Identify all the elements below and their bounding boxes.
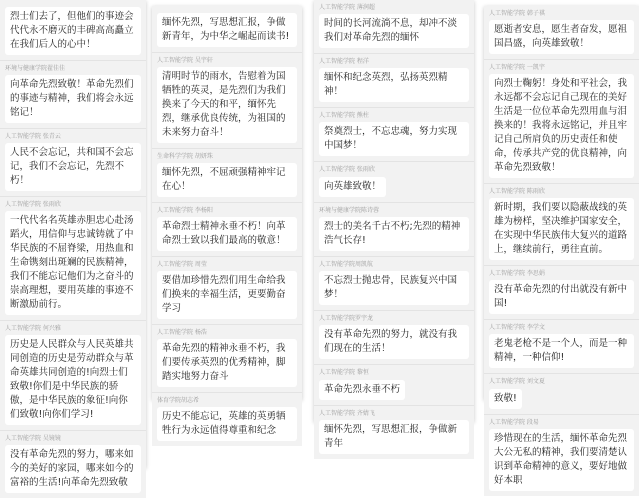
author-name: 环境与健康学院翟佳佳 xyxy=(5,65,66,72)
message-list xyxy=(0,0,146,498)
list-item xyxy=(484,6,639,59)
author-name: 人工智能学院 黎恒 xyxy=(319,369,369,376)
list-item xyxy=(314,405,474,459)
list-item xyxy=(484,59,639,183)
list-item xyxy=(152,52,302,148)
message-bubble: 人民不会忘记，共和国不会忘记，我们不会忘记，先烈不朽！ xyxy=(5,143,141,191)
author-name: 人工智能学院 张雨欣 xyxy=(319,166,375,173)
list-item xyxy=(314,53,474,107)
message-column-4[interactable] xyxy=(484,6,639,486)
message-bubble: 不忘烈士抛忠骨，民族复兴中国梦！ xyxy=(319,271,469,305)
message-bubble: 向革命先烈致敬！革命先烈们的事迹与精神，我们将会永远铭记！ xyxy=(5,75,141,123)
list-item xyxy=(0,128,146,196)
author-name: 人工智能学院 刘文夏 xyxy=(489,378,545,385)
message-bubble: 缅怀和纪念英烈，弘扬英烈精神！ xyxy=(319,68,469,102)
list-item xyxy=(152,202,302,256)
author-name: 人工智能学院 吴镜镜 xyxy=(5,435,61,442)
message-bubble: 没有革命先烈的努力，哪来如今的美好的家园，哪来如今的富裕的生活!向革命先烈致敬 xyxy=(5,445,141,493)
author-name: 人工智能学院 李学文 xyxy=(489,324,545,331)
message-list xyxy=(314,0,474,459)
message-bubble: 向烈士鞠躬！身处和平社会，我永远都不会忘记自己现在的美好生活是一位位革命先烈用血与泪换来的！我将永远铭记，并且牢记自己所肩负的历史责任和使命，传承共产党的优良精神，向革命先烈致敬！ xyxy=(489,74,634,178)
author-name: 人工智能学院 李思娟 xyxy=(489,270,545,277)
author-name: 人工智能学院 韩子祺 xyxy=(489,10,545,17)
message-bubble: 烈士的美名千古不朽;先烈的精神浩气长存! xyxy=(319,217,469,251)
author-name: 人工智能学院 吴宇轩 xyxy=(157,57,213,64)
author-name: 人工智能学院 程洋 xyxy=(319,58,369,65)
list-item xyxy=(484,183,639,265)
author-name: 人工智能学院 薄润超 xyxy=(319,4,375,11)
list-item xyxy=(484,265,639,319)
author-name: 人工智能学院 段易 xyxy=(489,419,539,426)
list-item xyxy=(484,373,639,414)
message-bubble: 革命先烈的精神永垂不朽，我们要传承英烈的优秀精神，脚踏实地努力奋斗 xyxy=(157,339,297,387)
message-column-3[interactable] xyxy=(314,0,474,449)
author-name: 环境与健康学院陈诗蓉 xyxy=(319,207,380,214)
message-bubble: 祭奠烈士，不忘忠魂，努力实现中国梦！ xyxy=(319,122,469,156)
author-name: 人工智能学院 陈雨欣 xyxy=(489,188,545,195)
message-bubble: 缅怀先烈，写思想汇报，争做新青年，为中华之崛起而读书! xyxy=(157,13,297,47)
list-item xyxy=(314,161,474,202)
list-item xyxy=(152,148,302,202)
list-item xyxy=(484,414,639,496)
list-item xyxy=(484,319,639,373)
list-item xyxy=(314,364,474,405)
list-item xyxy=(152,324,302,392)
list-item xyxy=(0,430,146,498)
message-list xyxy=(484,6,639,496)
message-bubble: 新时期，我们要以隐蔽战线的英雄为榜样，坚决维护国家安全，在实现中华民族伟大复兴的道路上，继续前行，勇往直前。 xyxy=(489,198,634,260)
message-bubble: 革命先烈永垂不朽 xyxy=(319,380,405,400)
list-item xyxy=(314,256,474,310)
author-name: 生命科学学院 胡妍珠 xyxy=(157,153,213,160)
message-bubble: 历史不能忘记，英雄的英勇牺牲行为永远值得尊重和纪念 xyxy=(157,407,297,441)
list-item xyxy=(314,107,474,161)
message-bubble: 缅怀先烈，不屈顽强精神牢记在心！ xyxy=(157,163,297,197)
message-bubble: 要借加珍惜先烈们用生命给我们换来的幸福生活，更要勤奋学习 xyxy=(157,271,297,319)
message-bubble: 革命烈士精神永垂不朽！向革命烈士致以我们最高的敬意！ xyxy=(157,217,297,251)
message-bubble: 时间的长河流淌不息，却冲不淡我们对革命先烈的缅怀 xyxy=(319,14,469,48)
author-name: 人工智能学院 周莹 xyxy=(157,261,207,268)
list-item xyxy=(314,0,474,53)
list-item xyxy=(314,202,474,256)
message-list xyxy=(152,6,302,446)
author-name: 人工智能学院 齐婧飞 xyxy=(319,410,375,417)
author-name: 人工智能学院 李杨阳 xyxy=(157,207,213,214)
list-item xyxy=(0,196,146,320)
author-name: 人工智能学院 何兴雅 xyxy=(5,325,61,332)
list-item xyxy=(0,60,146,128)
author-name: 人工智能学院周凯航 xyxy=(319,261,374,268)
author-name: 人工智能学院罗宇龙 xyxy=(319,315,374,322)
message-bubble: 老鬼老枪不是一个人，而是一种精神，一种信仰! xyxy=(489,334,634,368)
author-name: 人工智能学院 张雨欣 xyxy=(5,201,61,208)
message-column-2[interactable] xyxy=(152,6,302,436)
author-name: 人工智能学院 熊柱 xyxy=(319,112,369,119)
message-bubble: 向英雄致敬！ xyxy=(319,177,386,197)
message-bubble: 缅怀先烈，写思想汇报，争做新青年 xyxy=(319,420,469,454)
author-name: 体育学院胡志希 xyxy=(157,397,200,404)
list-item xyxy=(152,256,302,324)
message-column-1[interactable] xyxy=(0,0,146,488)
author-name: 人工智能学院 杨浩 xyxy=(157,329,207,336)
message-bubble: 烈士们去了，但他们的事迹会代代永不磨灭的丰碑高高矗立在我们后人的心中！ xyxy=(5,7,141,55)
message-bubble: 愿逝者安息，愿生者奋发，愿祖国昌盛，向英雄致敬！ xyxy=(489,20,634,54)
list-item xyxy=(152,6,302,52)
list-item xyxy=(0,0,146,60)
message-bubble: 历史是人民群众与人民英雄共同创造的历史是劳动群众与革命英雄共同创造的!向烈士们致敬!你们是中华民族的骄傲，是中华民族的象征!向你们致敬!向你们学习! xyxy=(5,335,141,425)
message-bubble: 没有革命先烈的努力，就没有我们现在的生活！ xyxy=(319,325,469,359)
message-bubble: 没有革命先烈的付出就没有新中国! xyxy=(489,280,634,314)
message-bubble: 致敬! xyxy=(489,389,522,409)
author-name: 人工智能学院 一凯宇 xyxy=(489,64,545,71)
list-item xyxy=(152,392,302,446)
message-bubble: 珍惜现在的生活，缅怀革命先烈大公无私的精神，我们要清楚认识到革命精神的意义，要好地做好本职 xyxy=(489,429,634,491)
author-name: 人工智能学院 张青云 xyxy=(5,133,61,140)
message-bubble: 一代代名名英雄赤胆忠心赴汤蹈火，用信仰与忠诚铸就了中华民族的不屈脊梁，用热血和生命镌刻出斑斓的民族精神，我们不能忘记他们为之奋斗的崇高理想，要用英雄的事迹不断激励前行。 xyxy=(5,211,141,315)
list-item xyxy=(0,320,146,430)
message-bubble: 清明时节的雨水，告慰着为国牺牲的英灵，是先烈们为我们换来了今天的和平，缅怀先烈，继承优良传统，为祖国的未来努力奋斗！ xyxy=(157,67,297,143)
list-item xyxy=(314,310,474,364)
